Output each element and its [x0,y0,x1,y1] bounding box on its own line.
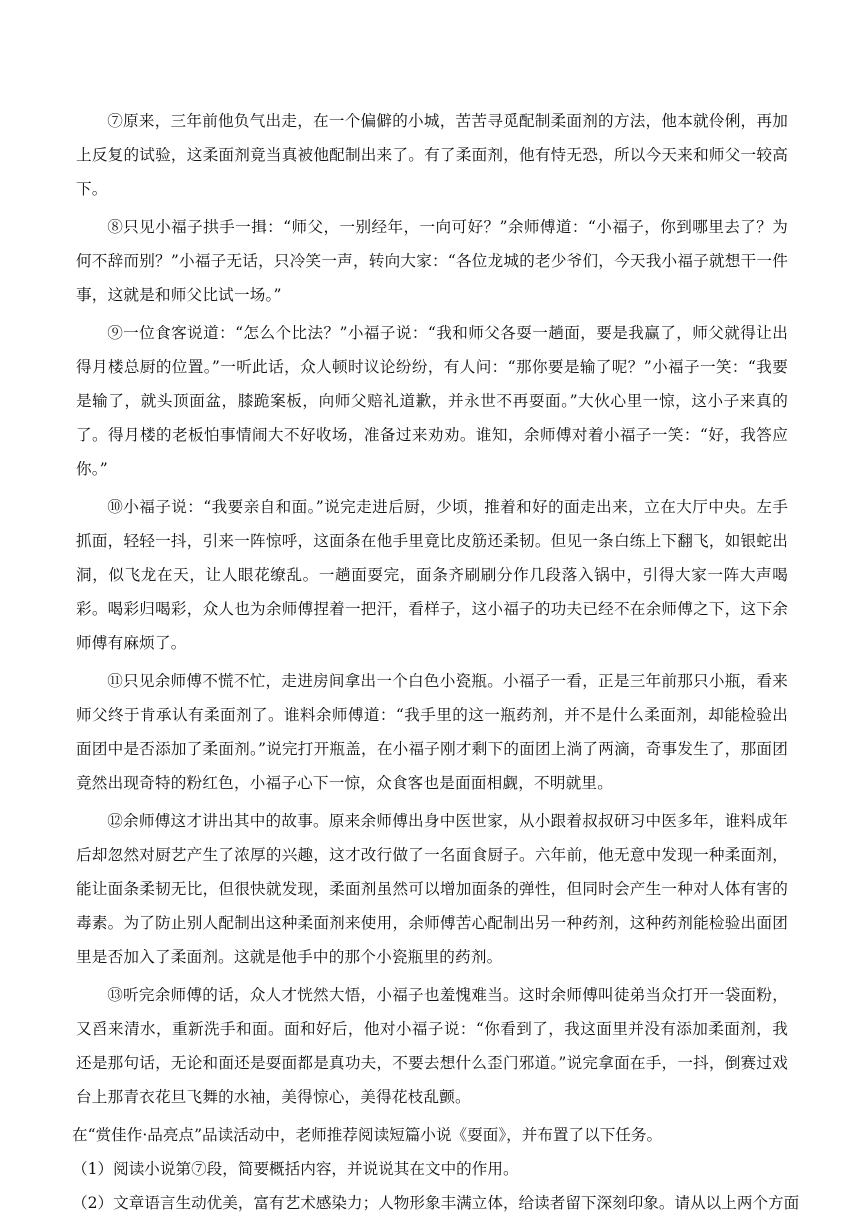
task-2: （2）文章语言生动优美，富有艺术感染力；人物形象丰满立体，给读者留下深刻印象。请从以上两个方面 [72,1194,800,1212]
paragraph-12: ⑫余师傅这才讲出其中的故事。原来余师傅出身中医世家，从小跟着叔叔研习中医多年，谁料成年后却忽然对厨艺产生了浓厚的兴趣，这才改行做了一名面食厨子。六年前，他无意中发现一种柔面剂，能让面条柔韧无比，但很快就发现，柔面剂虽然可以增加面条的弹性，但同时会产生一种对人体有害的毒素。为了防止别人配制出这种柔面剂来使用，余师傅苦心配制出另一种药剂，这种药剂能检验出面团里是否加入了柔面剂。这就是他手中的那个小瓷瓶里的药剂。 [76,812,788,966]
paragraph-11: ⑪只见余师傅不慌不忙，走进房间拿出一个白色小瓷瓶。小福子一看，正是三年前那只小瓶，看来师父终于肯承认有柔面剂了。谁料余师傅道：“我手里的这一瓶药剂，并不是什么柔面剂，却能检验出面团中是否添加了柔面剂。”说完打开瓶盖，在小福子刚才剩下的面团上淌了两滴，奇事发生了，那面团竟然出现奇特的粉红色，小福子心下一惊，众食客也是面面相觑，不明就里。 [76,672,788,792]
paragraph-9: ⑨一位食客说道：“怎么个比法？”小福子说：“我和师父各耍一趟面，要是我赢了，师父就得让出得月楼总厨的位置。”一听此话，众人顿时议论纷纷，有人问：“那你要是输了呢？”小福子一笑：“我要是输了，就头顶面盆，膝跪案板，向师父赔礼道歉，并永世不再耍面。”大伙心里一惊，这小子来真的了。得月楼的老板怕事情闹大不好收场，准备过来劝劝。谁知，余师傅对着小福子一笑：“好，我答应你。” [76,324,788,478]
paragraph-13: ⑬听完余师傅的话，众人才恍然大悟，小福子也羞愧难当。这时余师傅叫徒弟当众打开一袋面粉，又舀来清水，重新洗手和面。面和好后，他对小福子说：“你看到了，我这面里并没有添加柔面剂，我还是那句话，无论和面还是耍面都是真功夫，不要去想什么歪门邪道。”说完拿面在手，一抖，倒赛过戏台上那青衣花旦飞舞的水袖，美得惊心，美得花枝乱颤。 [76,986,788,1106]
activity-intro: 在“赏佳作·品亮点”品读活动中，老师推荐阅读短篇小说《耍面》，并布置了以下任务。 [72,1126,663,1144]
paragraph-8: ⑧只见小福子拱手一揖：“师父，一别经年，一向可好？”余师傅道：“小福子，你到哪里去了？为何不辞而别？”小福子无话，只冷笑一声，转向大家：“各位龙城的老少爷们，今天我小福子就想干一件事，这就是和师父比试一场。” [76,218,788,304]
task-1: （1）阅读小说第⑦段，简要概括内容，并说说其在文中的作用。 [72,1160,519,1178]
paragraph-10: ⑩小福子说：“我要亲自和面。”说完走进后厨，少顷，推着和好的面走出来，立在大厅中央。左手抓面，轻轻一抖，引来一阵惊呼，这面条在他手里竟比皮筋还柔韧。但见一条白练上下翻飞，如银蛇出洞，似飞龙在天，让人眼花缭乱。一趟面耍完，面条齐刷刷分作几段落入锅中，引得大家一阵大声喝彩。喝彩归喝彩，众人也为余师傅捏着一把汗，看样子，这小福子的功夫已经不在余师傅之下，这下余师傅有麻烦了。 [76,498,788,652]
document-body [72,104,800,1220]
paragraph-7: ⑦原来，三年前他负气出走，在一个偏僻的小城，苦苦寻觅配制柔面剂的方法，他本就伶俐，再加上反复的试验，这柔面剂竟当真被他配制出来了。有了柔面剂，他有恃无恐，所以今天来和师父一较高下。 [76,112,788,198]
